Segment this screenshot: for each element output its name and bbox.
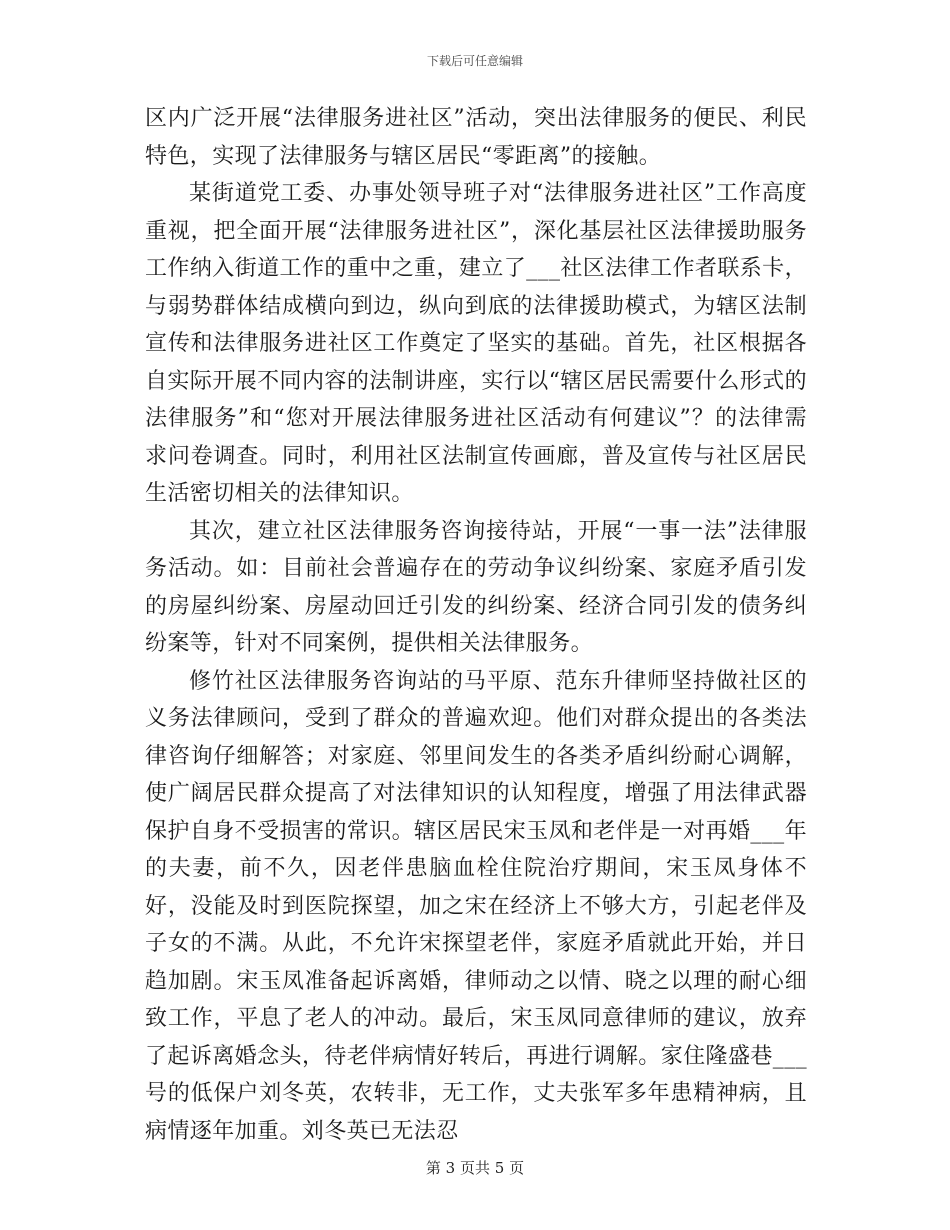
paragraph-2: 某街道党工委、办事处领导班子对“法律服务进社区”工作高度重视，把全面开展“法律服务进社区”，深化基层社区法律援助服务工作纳入街道工作的重中之重，建立了___社区法律工作者联系卡，与弱势群体结成横向到边，纵向到底的法律援助模式，为辖区法制宣传和法律服务进社区工作奠定了坚实的基础。首先，社区根据各自实际开展不同内容的法制讲座，实行以“辖区居民需要什么形式的法律服务”和“您对开展法律服务进社区活动有何建议”？的法律需求问卷调查。同时，利用社区法制宣传画廊，普及宣传与社区居民生活密切相关的法律知识。 <box>145 181 807 506</box>
paragraph-4: 修竹社区法律服务咨询站的马平原、范东升律师坚持做社区的义务法律顾问，受到了群众的普遍欢迎。他们对群众提出的各类法律咨询仔细解答；对家庭、邻里间发生的各类矛盾纠纷耐心调解，使广阔居民群众提高了对法律知识的认知程度，增强了用法律武器保护自身不受损害的常识。辖区居民宋玉凤和老伴是一对再婚___年的夫妻，前不久，因老伴患脑血栓住院治疗期间，宋玉凤身体不好，没能及时到医院探望，加之宋在经济上不够大方，引起老伴及子女的不满。从此，不允许宋探望老伴，家庭矛盾就此开始，并日趋加剧。宋玉凤准备起诉离婚，律师动之以情、晓之以理的耐心细致工作，平息了老人的冲动。最后，宋玉凤同意律师的建议，放弃了起诉离婚念头，待老伴病情好转后，再进行调解。家住隆盛巷___号的低保户刘冬英，农转非，无工作，丈夫张军多年患精神病，且病情逐年加重。刘冬英已无法忍 <box>145 668 807 1144</box>
document-body <box>145 100 807 1150</box>
paragraph-3: 其次，建立社区法律服务咨询接待站，开展“一事一法”法律服务活动。如：目前社会普遍存在的劳动争议纠纷案、家庭矛盾引发的房屋纠纷案、房屋动回迁引发的纠纷案、经济合同引发的债务纠纷案等，针对不同案例，提供相关法律服务。 <box>145 518 807 656</box>
page-header: 下载后可任意编辑 <box>426 54 523 68</box>
paragraph-1: 区内广泛开展“法律服务进社区”活动，突出法律服务的便民、利民特色，实现了法律服务与辖区居民“零距离”的接触。 <box>145 106 807 169</box>
page-number: 第 3 页共 5 页 <box>425 1159 525 1177</box>
